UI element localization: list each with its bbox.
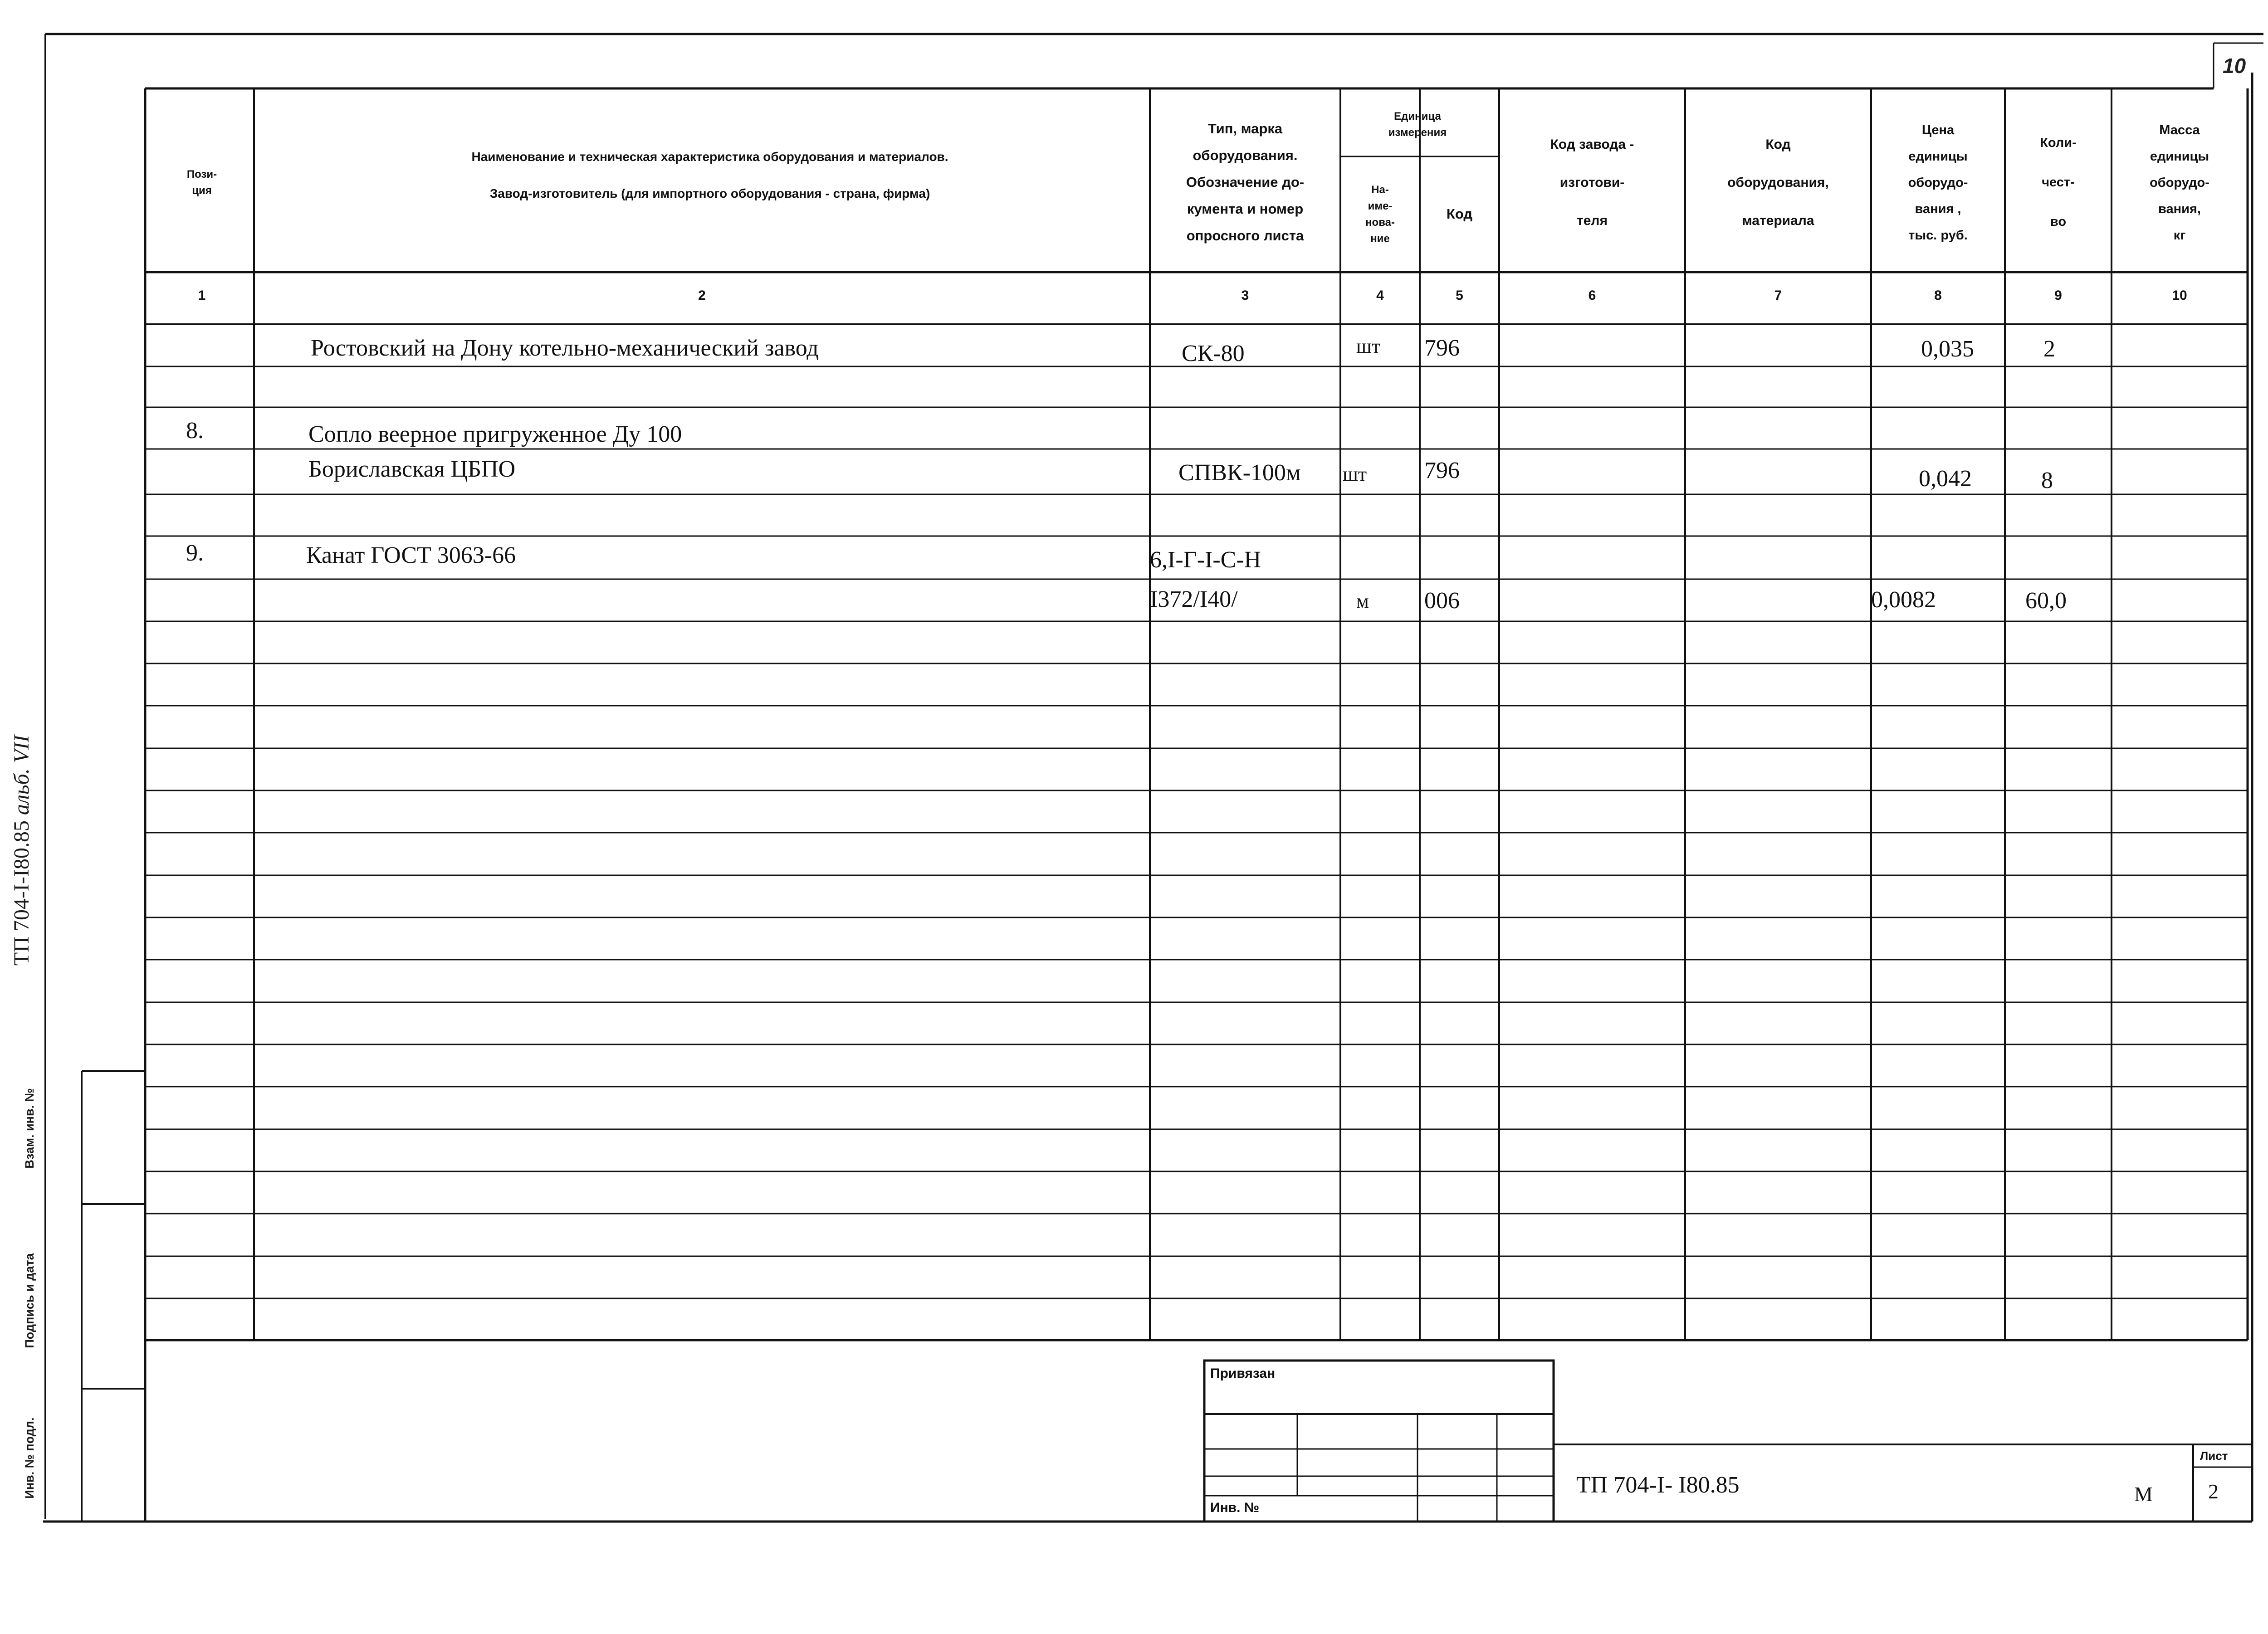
row-3-type: СПВК-100м [1178, 460, 1301, 486]
row-1-qty: 2 [2043, 336, 2055, 362]
header-unit-group: Единица измерения [1388, 110, 1447, 139]
row-3-unit: шт [1343, 463, 1367, 485]
colnum-8: 8 [1934, 288, 1942, 303]
row-4-type: 6,I-Г-I-С-Н [1150, 547, 1261, 573]
title-block-sheet-label: Лист [2200, 1449, 2228, 1463]
corner-sheet-number: 10 [2223, 54, 2246, 78]
colnum-7: 7 [1774, 288, 1782, 303]
row-1-price: 0,035 [1921, 336, 1974, 362]
row-5-price: 0,0082 [1871, 587, 1936, 613]
header-type: Тип, марка оборудования. Обозначение до- кумента и номер опросного листа [1186, 121, 1305, 244]
row-5-code: 006 [1424, 588, 1460, 614]
header-name: Наименование и техническая характеристика оборудования и материалов. Завод-изготовитель (для импортного оборудования - страна, фирма) [471, 150, 948, 201]
row-5-unit: м [1356, 590, 1369, 612]
colnum-10: 10 [2172, 288, 2187, 303]
row-4-position: 9. [186, 540, 204, 566]
row-3-price: 0,042 [1919, 466, 1972, 492]
title-block-doc-code: ТП 704-I- I80.85 [1576, 1472, 1740, 1498]
label-podpis-data: Подпись и дата [23, 1253, 36, 1348]
row-5-qty: 60,0 [2025, 588, 2067, 614]
header-quantity: Коли- чест- во [2040, 136, 2077, 229]
header-unit-code: Код [1446, 206, 1473, 222]
side-stamp-album: альб. VII [10, 735, 34, 815]
side-stamp [9, 687, 41, 1014]
row-2-position: 8. [186, 418, 204, 444]
title-block-stamp [1204, 1361, 1554, 1522]
title-block-sheet-number: 2 [2208, 1480, 2219, 1503]
row-3-name: Бориславская ЦБПО [308, 456, 516, 482]
colnum-2: 2 [698, 288, 706, 303]
colnum-1: 1 [198, 288, 206, 303]
colnum-5: 5 [1456, 288, 1463, 303]
row-5-type: I372/I40/ [1150, 586, 1238, 612]
row-3-qty: 8 [2041, 468, 2053, 493]
colnum-6: 6 [1588, 288, 1596, 303]
title-block-inv-no: Инв. № [1210, 1500, 1260, 1515]
row-1-code: 796 [1424, 335, 1460, 361]
row-2-name: Сопло веерное пригруженное Ду 100 [308, 421, 682, 447]
row-1-type: СК-80 [1182, 341, 1245, 366]
header-equipment-code: Код оборудования, материала [1727, 137, 1829, 228]
header-price: Цена единицы оборудо- вания , тыс. руб. [1908, 122, 1968, 243]
colnum-4: 4 [1376, 288, 1384, 303]
title-block-format: М [2134, 1483, 2153, 1506]
header-unit-name: На- име- нова- ние [1365, 183, 1395, 245]
title-block-privyazan: Привязан [1210, 1366, 1276, 1381]
colnum-3: 3 [1241, 288, 1249, 303]
header-factory-code: Код завода - изготови- теля [1550, 137, 1634, 228]
row-1-unit: шт [1356, 335, 1381, 357]
header-mass: Масса единицы оборудо- вания, кг [2150, 122, 2209, 243]
side-stamp-code: ТП 704-I-I80.85 [10, 820, 34, 966]
row-3-code: 796 [1424, 458, 1460, 483]
header-position: Пози- ция [186, 168, 217, 197]
label-vzam-inv: Взам. инв. № [23, 1088, 36, 1169]
row-1-name: Ростовский на Дону котельно-механический завод [311, 335, 819, 361]
row-4-name: Канат ГОСТ 3063-66 [306, 542, 516, 568]
label-inv-podl: Инв. № подл. [23, 1417, 36, 1499]
colnum-9: 9 [2054, 288, 2062, 303]
